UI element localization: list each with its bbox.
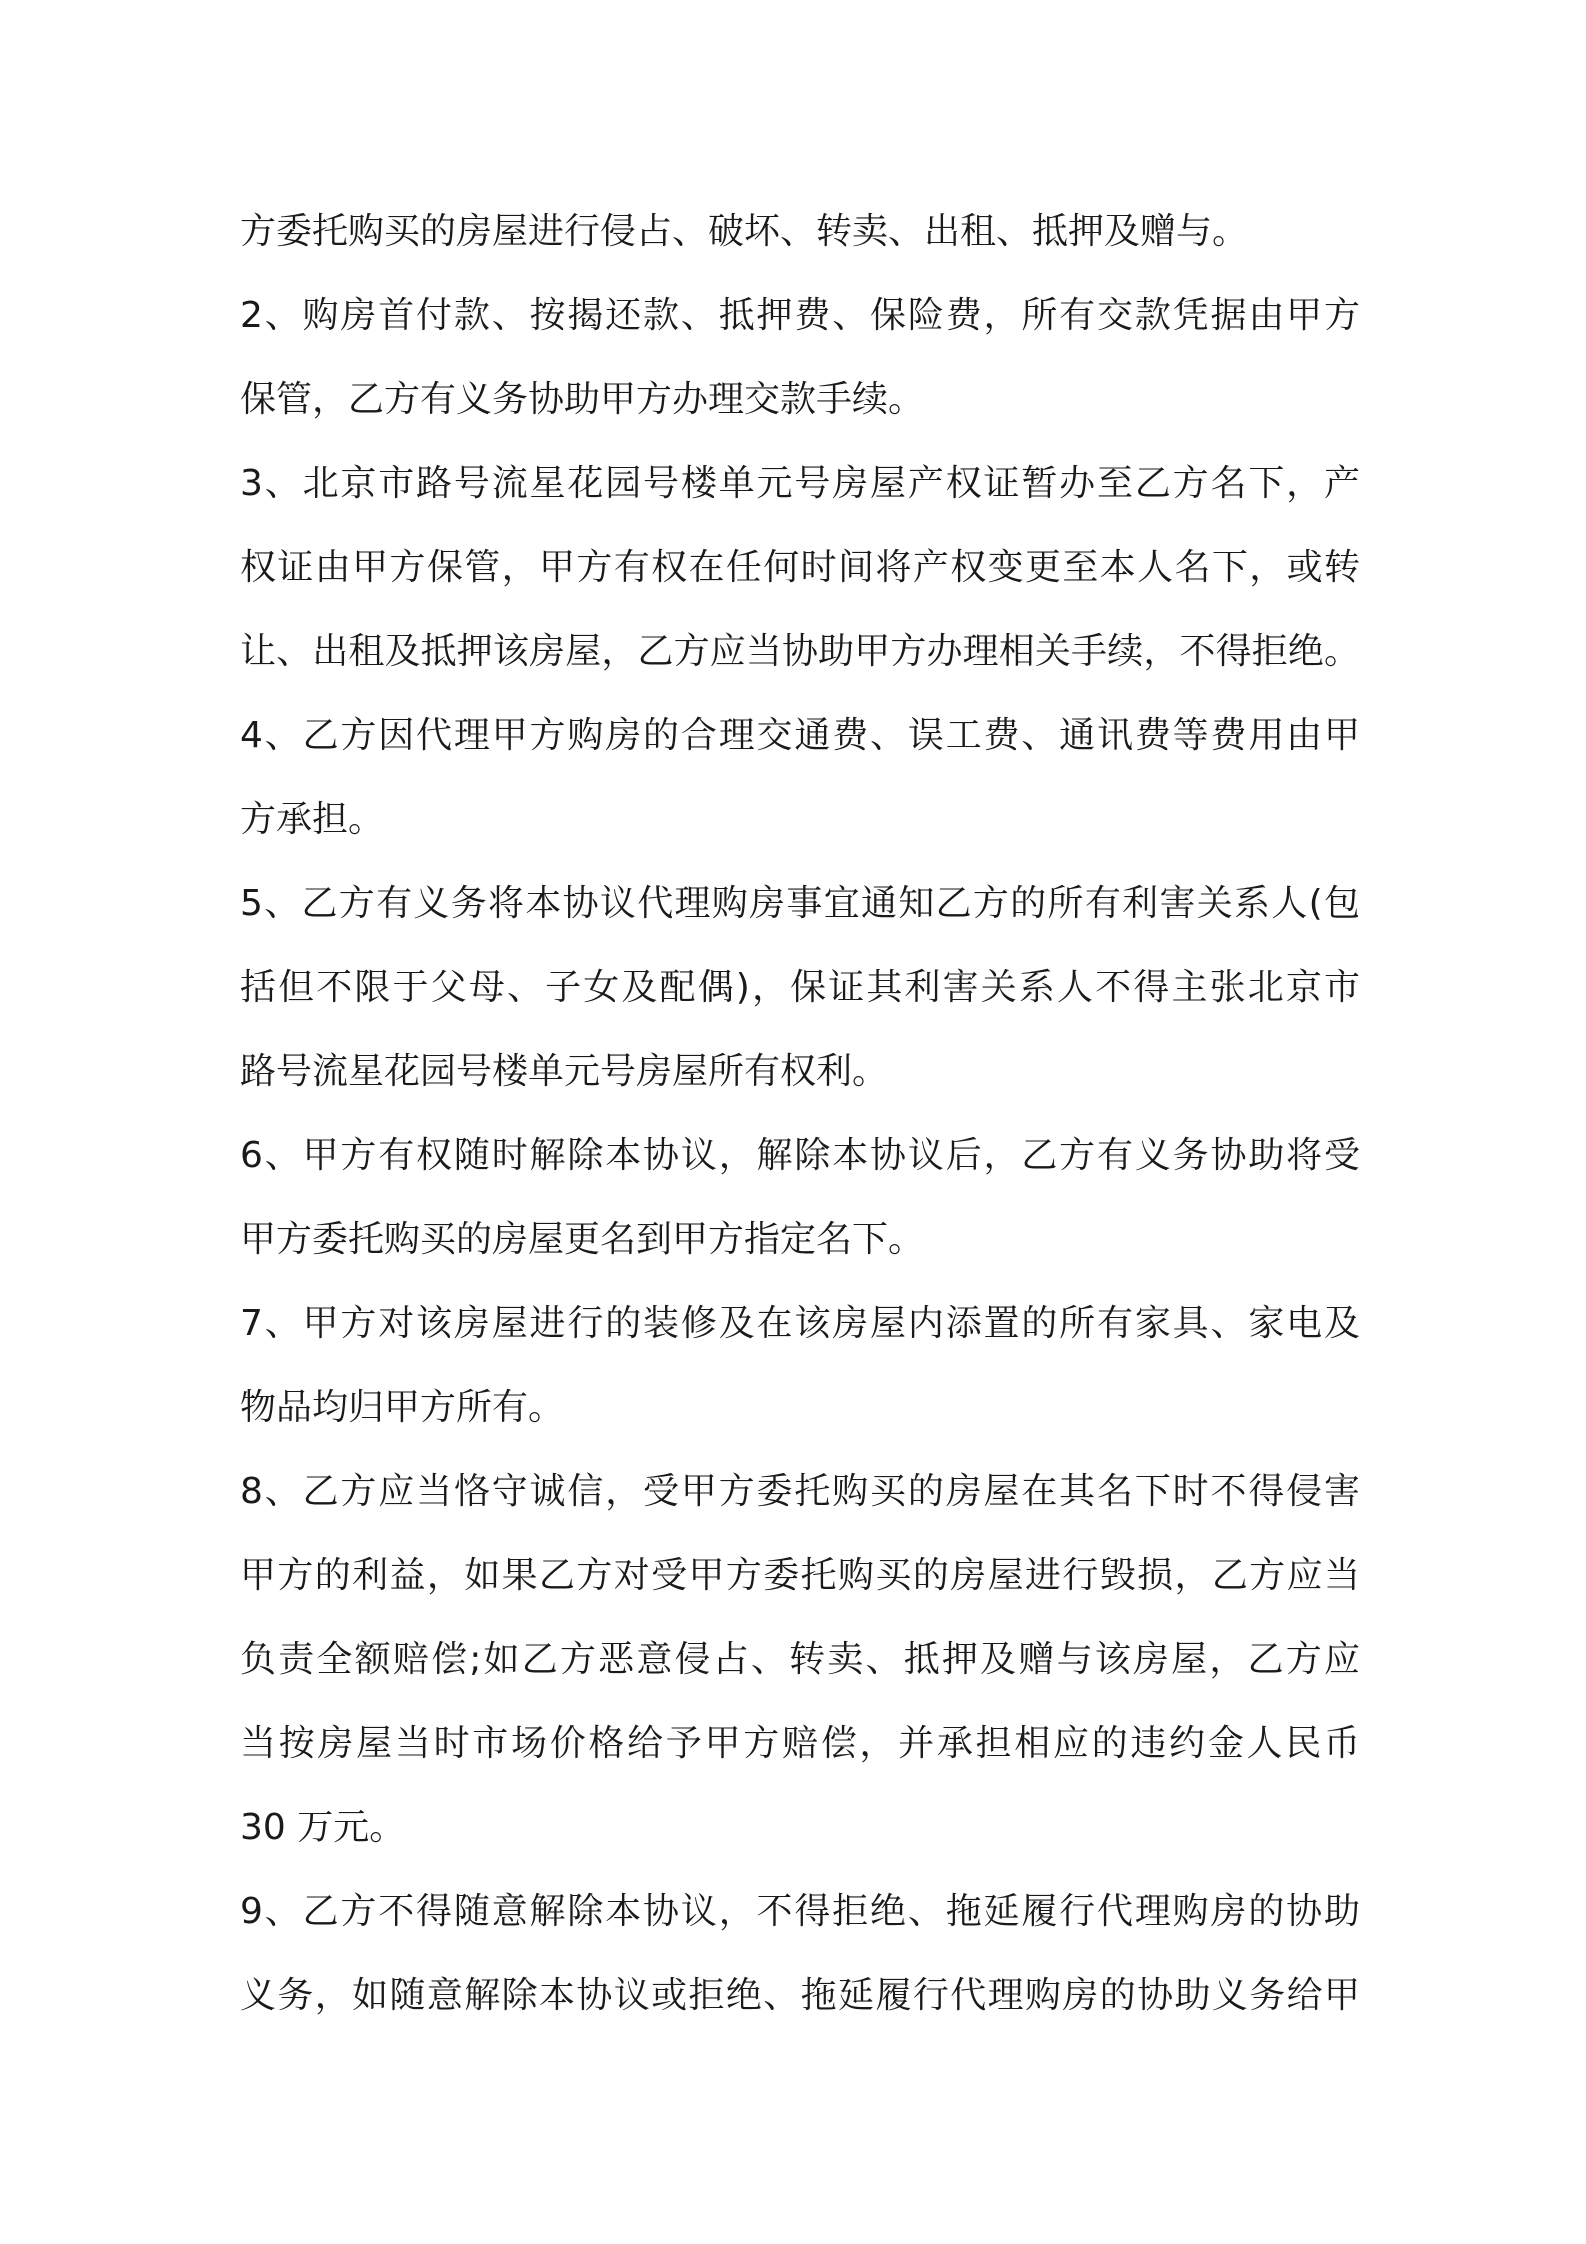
text-line: 义务，如随意解除本协议或拒绝、拖延履行代理购房的协助义务给甲 — [240, 1975, 1360, 2016]
text-line: 路号流星花园号楼单元号房屋所有权利。 — [240, 1051, 889, 1092]
text-line: 权证由甲方保管，甲方有权在任何时间将产权变更至本人名下，或转 — [240, 547, 1360, 588]
text-line: 物品均归甲方所有。 — [240, 1387, 565, 1428]
text-line: 负责全额赔偿;如乙方恶意侵占、转卖、抵押及赠与该房屋，乙方应 — [240, 1639, 1360, 1680]
text-line: 2、购房首付款、按揭还款、抵押费、保险费，所有交款凭据由甲方 — [240, 295, 1360, 336]
text-line: 括但不限于父母、子女及配偶)，保证其利害关系人不得主张北京市 — [240, 967, 1360, 1008]
text-line: 4、乙方因代理甲方购房的合理交通费、误工费、通讯费等费用由甲 — [240, 715, 1360, 756]
agreement-text-body — [240, 190, 1360, 2038]
text-line: 方承担。 — [240, 799, 385, 840]
text-line: 保管，乙方有义务协助甲方办理交款手续。 — [240, 379, 925, 420]
text-line: 7、甲方对该房屋进行的装修及在该房屋内添置的所有家具、家电及 — [240, 1303, 1360, 1344]
text-line: 当按房屋当时市场价格给予甲方赔偿，并承担相应的违约金人民币 — [240, 1723, 1360, 1764]
text-line: 9、乙方不得随意解除本协议，不得拒绝、拖延履行代理购房的协助 — [240, 1891, 1360, 1932]
text-line: 30 万元。 — [240, 1807, 406, 1848]
text-line: 让、出租及抵押该房屋，乙方应当协助甲方办理相关手续，不得拒绝。 — [240, 631, 1360, 672]
text-line: 5、乙方有义务将本协议代理购房事宜通知乙方的所有利害关系人(包 — [240, 883, 1360, 924]
text-line: 甲方的利益，如果乙方对受甲方委托购买的房屋进行毁损，乙方应当 — [240, 1555, 1360, 1596]
text-line: 6、甲方有权随时解除本协议，解除本协议后，乙方有义务协助将受 — [240, 1135, 1360, 1176]
text-line: 8、乙方应当恪守诚信，受甲方委托购买的房屋在其名下时不得侵害 — [240, 1471, 1360, 1512]
text-line: 方委托购买的房屋进行侵占、破坏、转卖、出租、抵押及赠与。 — [240, 211, 1249, 252]
text-line: 甲方委托购买的房屋更名到甲方指定名下。 — [240, 1219, 925, 1260]
text-line: 3、北京市路号流星花园号楼单元号房屋产权证暂办至乙方名下，产 — [240, 463, 1360, 504]
